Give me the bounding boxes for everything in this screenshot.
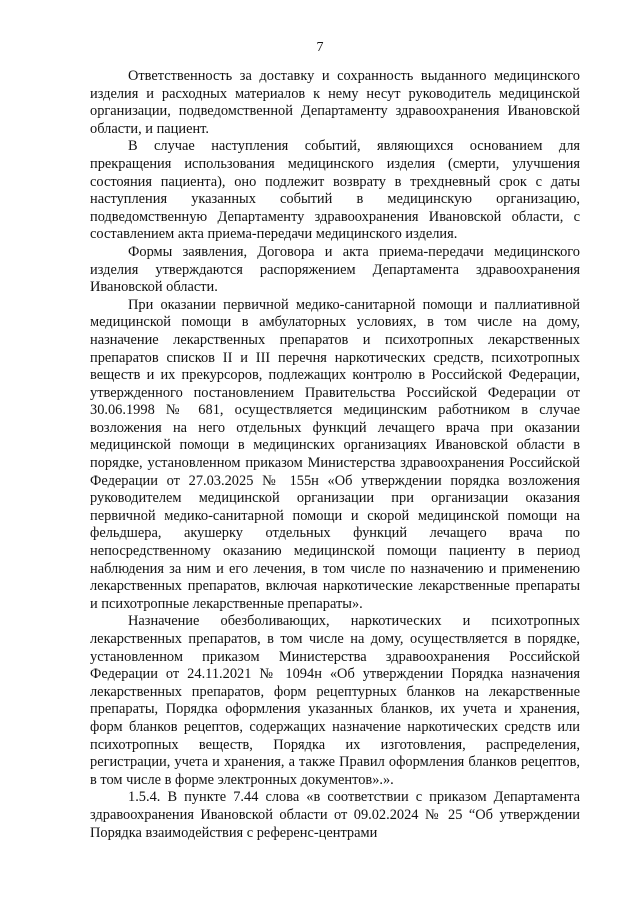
paragraph-responsibility: Ответственность за доставку и сохранность выданного медицинского изделия и расходных материалов к нему несут руководитель медицинской организации, подведомственной Департаменту здравоохранения Ивановской области, и пациент. <box>90 68 580 137</box>
paragraph-device-return: В случае наступления событий, являющихся основанием для прекращения использования медицинского изделия (смерти, улучшения состояния пациента), оно подлежит возврату в трехдневный срок с даты наступления указанных событий в медицинскую организацию, подведомственную Департаменту здравоохранения Ивановской области, с составлением акта приема-передачи медицинского изделия. <box>90 138 580 243</box>
paragraph-primary-care: При оказании первичной медико-санитарной помощи и паллиативной медицинской помощи в амбулаторных условиях, в том числе на дому, назначение лекарственных препаратов и психотропных лекарственных препаратов списков II и III перечня наркотических средств, психотропных веществ и их прекурсоров, подлежащих контролю в Российской Федерации, утвержденного постановлением Правительства Российской Федерации от 30.06.1998 № 681, осуществляется медицинским работником в случае возложения на него отдельных функций лечащего врача при оказании медицинской помощи в медицинских организациях Ивановской области в порядке, установленном приказом Министерства здравоохранения Российской Федерации от 27.03.2025 № 155н «Об утверждении порядка возложения руководителем медицинской организации при организации оказания первичной медико-санитарной помощи и скорой медицинской помощи на фельдшера, акушерку отдельных функций лечащего врача по непосредственному оказанию медицинской помощи пациенту в период наблюдения за ним и его лечения, в том числе по назначению и применению лекарственных препаратов, включая наркотические лекарственные препараты и психотропные лекарственные препараты». <box>90 296 580 612</box>
page-number: 7 <box>316 40 324 55</box>
paragraph-forms: Формы заявления, Договора и акта приема-передачи медицинского изделия утверждаются распоряжением Департамента здравоохранения Ивановской области. <box>90 243 580 296</box>
document-body <box>90 68 580 842</box>
paragraph-prescribing: Назначение обезболивающих, наркотических и психотропных лекарственных препаратов, в том числе на дому, осуществляется в порядке, установленном приказом Министерства здравоохранения Российской Федерации от 24.11.2021 № 1094н «Об утверждении Порядка назначения лекарственных препаратов, форм рецептурных бланков на лекарственные препараты, Порядка оформления указанных бланков, их учета и хранения, форм бланков рецептов, содержащих назначение наркотических средств или психотропных веществ, Порядка их изготовления, распределения, регистрации, учета и хранения, а также Правил оформления бланков рецептов, в том числе в форме электронных документов».». <box>90 613 580 788</box>
paragraph-clause-1-5-4: 1.5.4. В пункте 7.44 слова «в соответствии с приказом Департамента здравоохранения Ивановской области от 09.02.2024 № 25 “Об утверждении Порядка взаимодействия с референс-центрами <box>90 789 580 841</box>
